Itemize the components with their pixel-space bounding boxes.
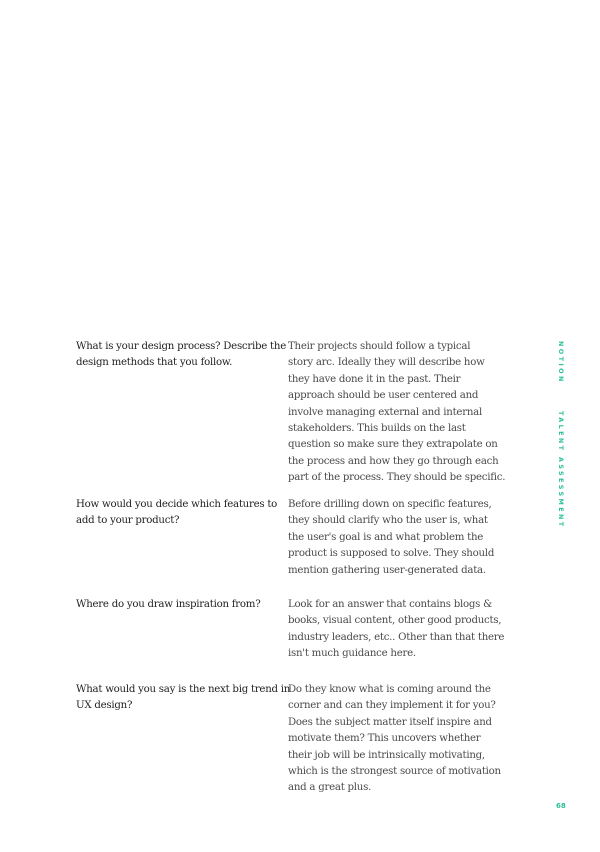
answer-line: Look for an answer that contains blogs & bbox=[288, 599, 492, 610]
answer bbox=[288, 339, 506, 487]
question-line: add to your product? bbox=[76, 515, 180, 527]
answer-line: books, visual content, other good products, bbox=[288, 615, 502, 627]
answer-line: Does the subject matter itself inspire and bbox=[288, 716, 492, 728]
answer-line: mention gathering user-generated data. bbox=[288, 564, 486, 576]
answer-line: Their projects should follow a typical bbox=[288, 341, 471, 352]
answer-line: the user's goal is and what problem the bbox=[288, 531, 484, 543]
brand-label: NOTION bbox=[557, 341, 565, 384]
answer-line: motivate them? This uncovers whether bbox=[288, 733, 481, 745]
answer bbox=[288, 597, 505, 663]
answer-line: and a great plus. bbox=[288, 782, 372, 794]
question-line: Where do you draw inspiration from? bbox=[76, 599, 261, 610]
answer-line: question so make sure they extrapolate on bbox=[288, 439, 498, 451]
answer-line: story arc. Ideally they will describe how bbox=[288, 357, 485, 369]
answer-line: product is supposed to solve. They should bbox=[288, 548, 495, 560]
question bbox=[76, 597, 276, 613]
answer-line: they should clarify who the user is, what bbox=[288, 515, 488, 527]
question-line: What is your design process? Describe the bbox=[76, 341, 286, 352]
question-line: design methods that you follow. bbox=[76, 357, 233, 369]
answer-line: corner and can they implement it for you? bbox=[288, 700, 496, 712]
question bbox=[76, 497, 276, 530]
answer-line: industry leaders, etc.. Other than that there bbox=[288, 631, 505, 643]
answer-line: isn't much guidance here. bbox=[288, 648, 416, 660]
answer-line: the process and how they go through each bbox=[288, 455, 499, 467]
answer bbox=[288, 497, 493, 579]
section-label: TALENT ASSESSMENT bbox=[557, 411, 565, 529]
answer-line: Before drilling down on specific features, bbox=[288, 499, 492, 510]
page-number: 68 bbox=[556, 802, 566, 810]
answer-line: they have done it in the past. Their bbox=[288, 373, 461, 385]
question-line: What would you say is the next big trend in bbox=[76, 684, 291, 695]
question bbox=[76, 682, 291, 715]
answer bbox=[288, 682, 501, 797]
answer-line: approach should be user centered and bbox=[288, 390, 479, 402]
answer-line: which is the strongest source of motivation bbox=[288, 766, 501, 778]
answer-line: their job will be intrinsically motivating, bbox=[288, 749, 485, 761]
answer-line: Do they know what is coming around the bbox=[288, 684, 491, 695]
answer-line: involve managing external and internal bbox=[288, 406, 482, 418]
question-line: UX design? bbox=[76, 700, 133, 712]
question bbox=[76, 339, 286, 372]
answer-line: part of the process. They should be specific. bbox=[288, 472, 506, 484]
answer-line: stakeholders. This builds on the last bbox=[288, 423, 466, 435]
question-line: How would you decide which features to bbox=[76, 499, 278, 510]
